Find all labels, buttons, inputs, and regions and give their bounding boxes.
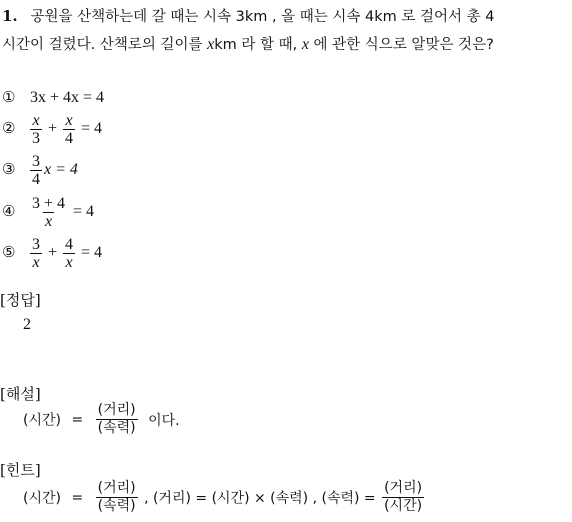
question-number: 1. xyxy=(2,7,18,25)
fraction: $\frac{\text{(거리)}}{\text{(시간)}}$ xyxy=(384,480,423,514)
fraction: $\frac{x}{4}$ xyxy=(65,112,74,147)
hint-formula: (시간) = $\frac{\text{(거리)}}{\text{(속력)}}$ , (거리) = (시간) × (속력) , (속력) = $\frac{\text{(거리)}}{\text{(시간)}}$ xyxy=(23,480,423,514)
option-marker-3: ③ xyxy=(2,160,16,179)
variable-x: x xyxy=(207,36,215,53)
variable-x: x xyxy=(301,36,309,53)
option-3[interactable]: ③ $\frac{3}{4}$ x = 4 xyxy=(2,153,78,188)
fraction: $\frac{\text{(거리)}}{\text{(속력)}}$ xyxy=(97,402,136,436)
fraction: $\frac{\text{(거리)}}{\text{(속력)}}$ xyxy=(97,480,136,514)
option-marker-4: ④ xyxy=(2,202,16,221)
hint-label: [힌트] xyxy=(0,461,41,479)
option-marker-1: ① xyxy=(2,88,16,106)
explanation-label: [해설] xyxy=(0,385,41,403)
option-5[interactable]: ⑤ $\frac{3}{x}$ + $\frac{4}{x}$ = 4 xyxy=(2,236,103,271)
option-marker-2: ② xyxy=(2,119,16,138)
option-1-expression: 3x + 4x = 4 xyxy=(30,89,105,106)
option-2[interactable]: ② $\frac{x}{3}$ + $\frac{x}{4}$ = 4 xyxy=(2,112,103,147)
fraction: $\frac{3 + 4}{x}$ xyxy=(32,195,66,230)
fraction: $\frac{3}{x}$ xyxy=(32,236,40,271)
question-line-1 xyxy=(2,5,494,26)
question-line-2: 시간이 걸렸다. 산책로의 길이를 xkm 라 할 때, x 에 관한 식으로 알맞은 것은? xyxy=(2,36,494,53)
option-4[interactable]: ④ $\frac{3 + 4}{x}$ = 4 xyxy=(2,195,95,230)
fraction: $\frac{3}{4}$ xyxy=(32,153,40,188)
answer-value: 2 xyxy=(23,316,31,333)
fraction: $\frac{x}{3}$ xyxy=(32,112,40,147)
fraction: $\frac{4}{x}$ xyxy=(65,236,74,271)
explanation-formula: (시간) = $\frac{\text{(거리)}}{\text{(속력)}}$ 이다. xyxy=(23,402,180,436)
answer-label: [정답] xyxy=(0,291,41,309)
question-text-line-1: 공원을 산책하는데 갈 때는 시속 3km , 올 때는 시속 4km 로 걸어서 총 4 xyxy=(30,9,495,25)
option-1[interactable] xyxy=(2,88,104,107)
option-marker-5: ⑤ xyxy=(2,243,16,262)
